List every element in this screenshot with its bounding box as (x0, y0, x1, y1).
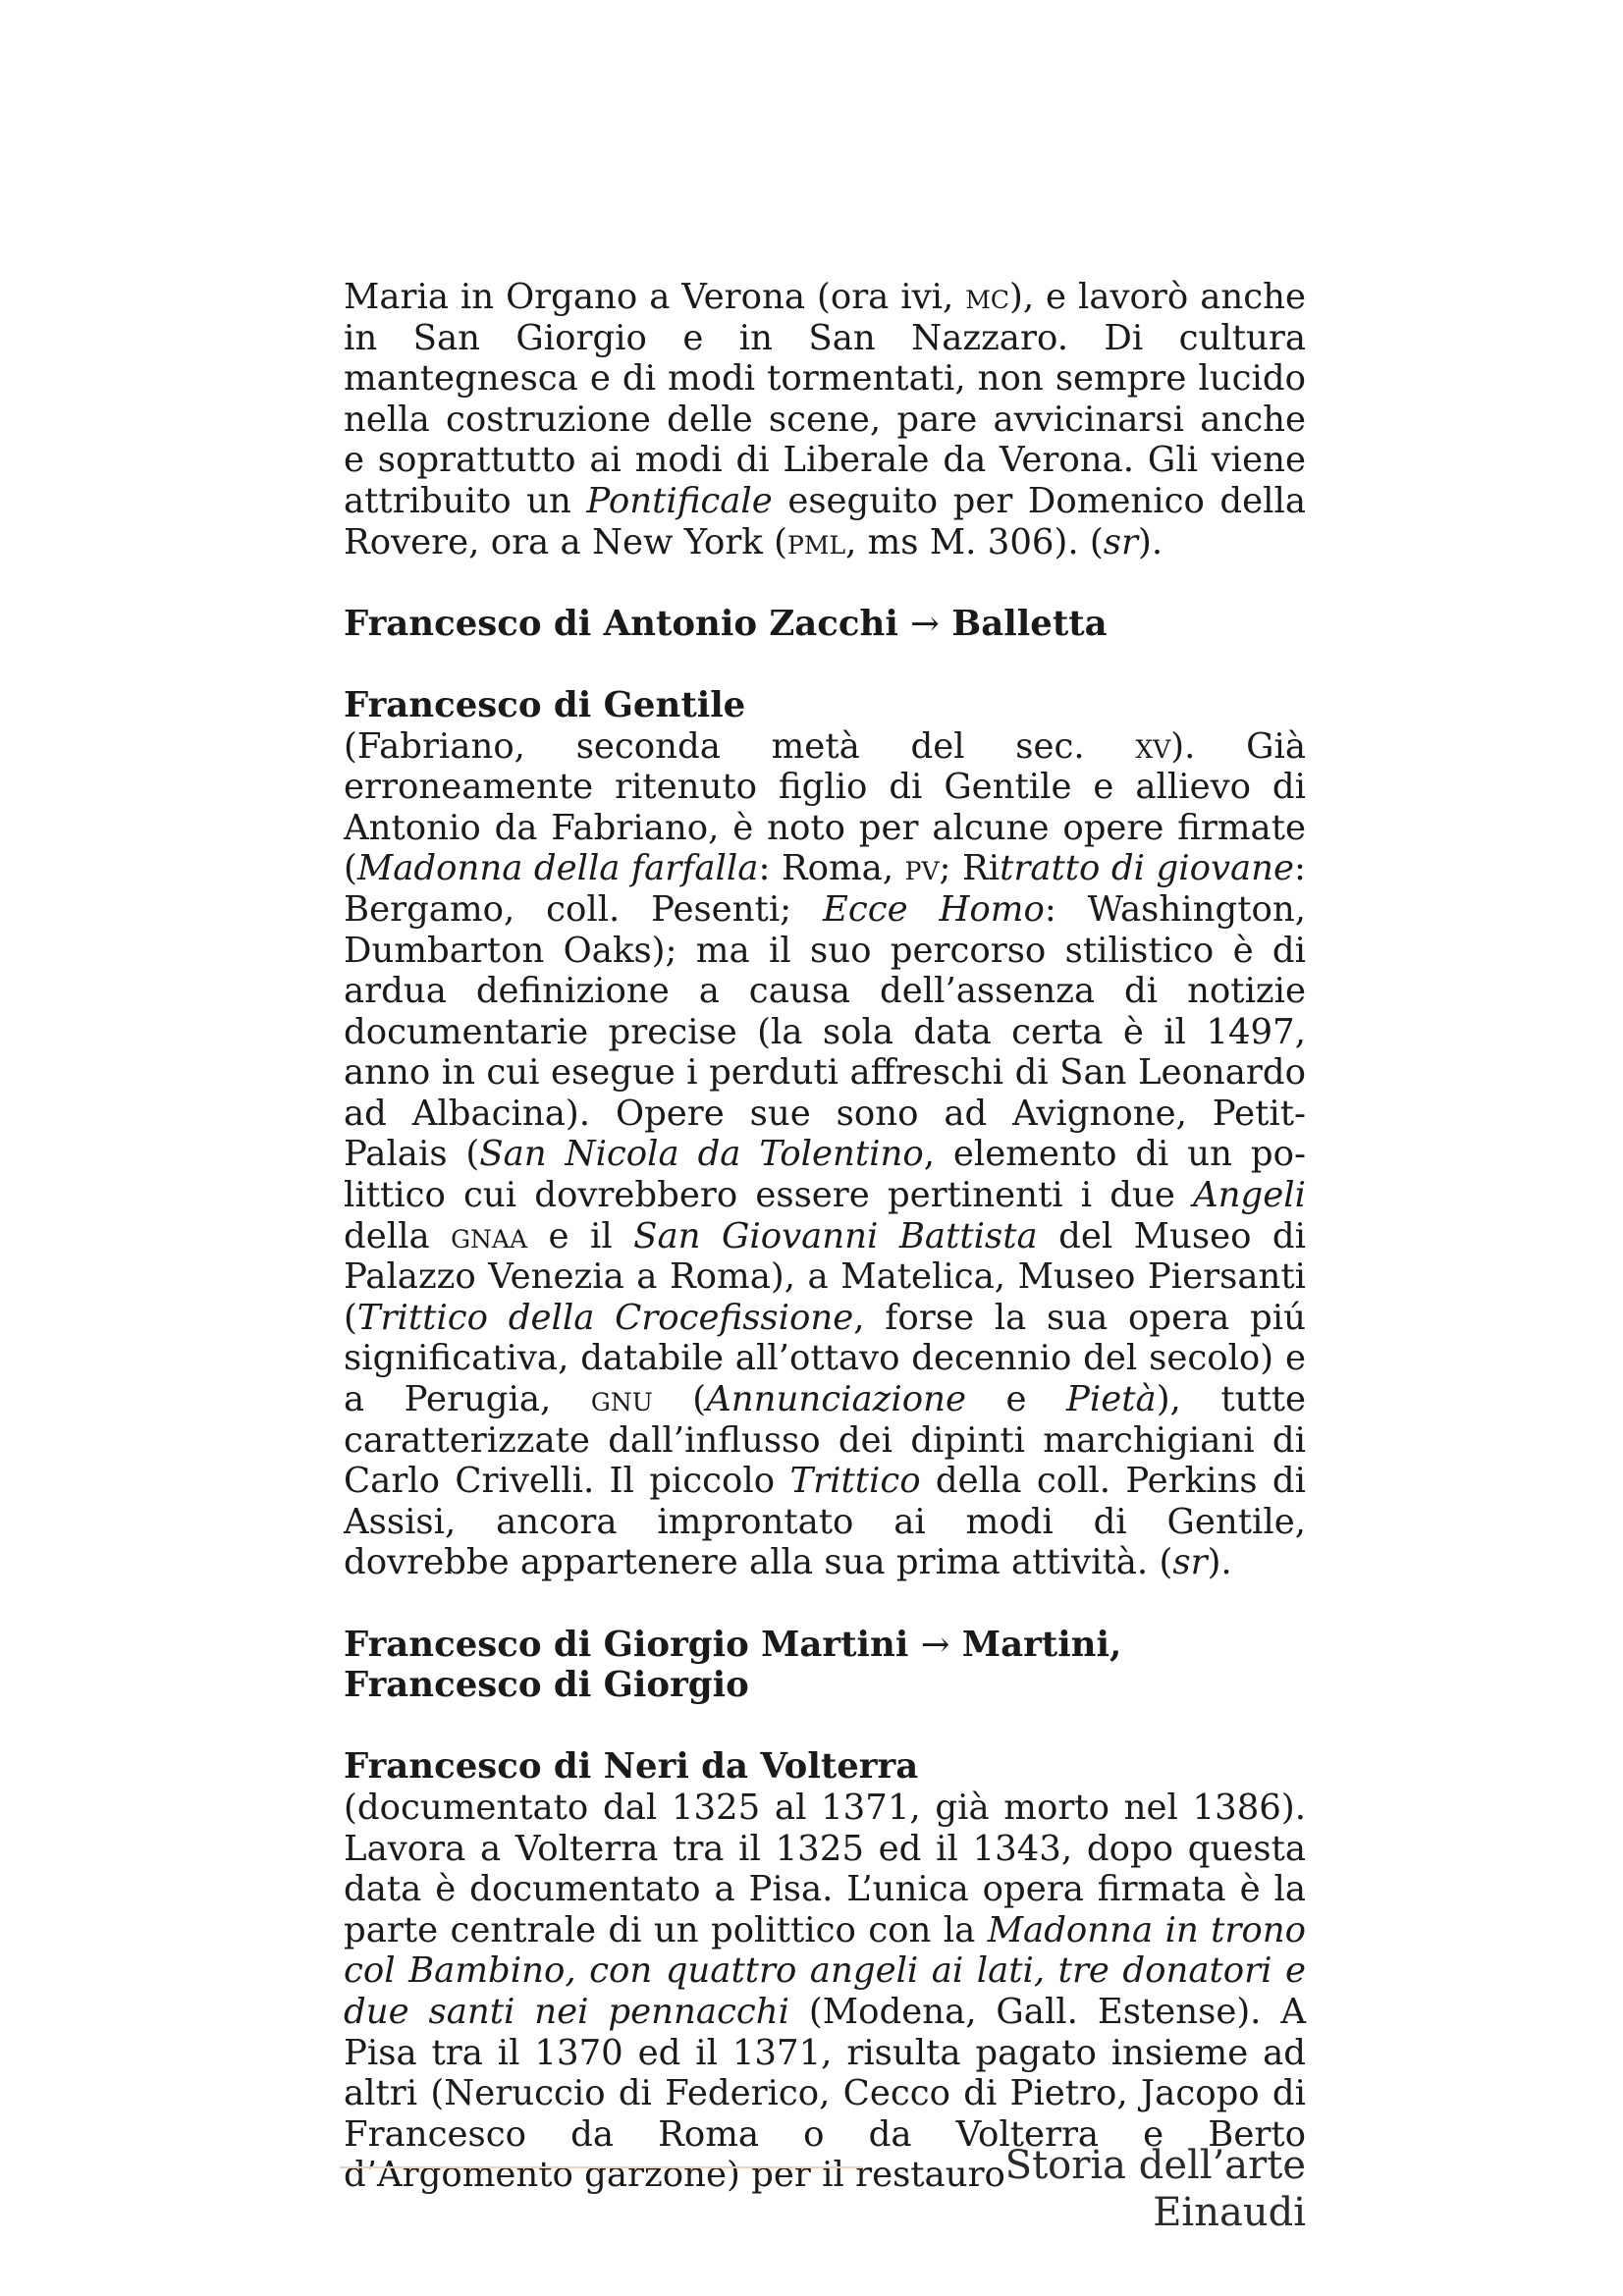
text-run: San Nicola da Tolentino (479, 1134, 924, 1175)
text-run: sr (1103, 521, 1138, 562)
text-run: , forse la sua opera piú significativa, databile all’ottavo decennio del secolo) e a Perugia, (344, 1297, 1306, 1420)
text-run: Trittico della Crocefissione (356, 1297, 854, 1338)
text-run: : Washington, Dumbarton Oaks); ma il suo percorso stilistico è di ardua definizione a causa dell’assenza di notizie documentarie precise (la sola data certa è il 1497, anno in cui esegue i perduti affreschi di San Leonardo ad Albacina). Opere sue sono ad Avignone, Petit-Palais ( (344, 888, 1306, 1175)
text-run: , ms M. 306). ( (845, 521, 1104, 562)
entry-spacer (344, 1706, 1306, 1747)
entry-heading (344, 604, 1306, 645)
text-run: della coll. Perkins di Assisi, ancora improntato ai modi di Gentile, dovrebbe appartenere alla sua prima attività. ( (344, 1461, 1306, 1583)
text-run: e (965, 1379, 1066, 1420)
text-run: ; Ri (939, 848, 1001, 889)
text-run: Balletta (939, 603, 1108, 644)
entry-heading (344, 1746, 1306, 1788)
entries-list (344, 277, 1306, 2196)
text-run: Madonna in trono col Bambino, con quattro angeli ai lati, tre donatori e due santi nei pennacchi (344, 1909, 1307, 2032)
footer-rule (340, 2166, 862, 2168)
text-run: , elemento di un polittico cui dovrebbero essere pertinenti i due (344, 1134, 1306, 1216)
text-run: Madonna della farfalla (356, 848, 759, 889)
text-run: Martini, Francesco di Giorgio (344, 1624, 1122, 1706)
text-run: Trittico (789, 1461, 921, 1502)
text-run: Francesco di Giorgio Martini (344, 1624, 921, 1665)
text-run: del Museo di Palazzo Venezia a Roma), a Matelica, Museo Piersanti ( (344, 1215, 1306, 1338)
text-run: ). Già erroneamente ritenuto figlio di Gentile e allievo di Antonio da Fabriano, è noto per alcune opere firmate ( (344, 725, 1306, 889)
text-run: ), e lavorò anche in San Giorgio e in San Nazzaro. Di cultura mantegnesca e di modi tormentati, non sempre lucido nella costruzione delle scene, pare avvicinarsi anche e soprattutto ai modi di Liberale da Verona. Gli viene attribuito un (344, 277, 1306, 521)
text-run: mc (965, 277, 1009, 317)
text-run: Francesco di Neri da Volterra (344, 1746, 919, 1788)
text-run: (Modena, Gall. Estense). A Pisa tra il 1370 ed il 1371, risulta pagato insieme ad altri (Neruccio di Federico, Cecco di Pietro, Jacopo di Francesco da Roma o da Volterra e Berto d’Argomento garzone) per il restauro (344, 1991, 1306, 2196)
text-run: Pontificale (586, 480, 773, 521)
text-run: : Roma, (758, 848, 905, 889)
text-run: (Fabriano, seconda metà del sec. (344, 725, 1136, 767)
entry-paragraph (344, 726, 1306, 1583)
entry-spacer (344, 1583, 1306, 1625)
text-run: pv (904, 848, 940, 889)
text-run: sr (1172, 1542, 1208, 1583)
text-run: → (910, 603, 940, 644)
entry-spacer (344, 644, 1306, 685)
text-run: Pietà (1066, 1379, 1157, 1420)
footer-title: Storia dell’arte Einaudi (1004, 2143, 1306, 2235)
text-run: della (344, 1215, 452, 1256)
text-run: gnaa (451, 1215, 528, 1256)
text-run: ). (1137, 521, 1163, 562)
entry-heading (344, 685, 1306, 726)
text-run: Angeli (1193, 1175, 1306, 1216)
text-run: Annunciazione (706, 1379, 966, 1420)
text-run: pml (787, 521, 846, 562)
entry-paragraph (344, 277, 1306, 562)
text-run: Maria in Organo a Verona (ora ivi, (344, 277, 966, 317)
text-run: Francesco di Antonio Zacchi (344, 603, 911, 644)
entry-heading (344, 1625, 1306, 1706)
entry-paragraph (344, 1788, 1306, 2196)
text-run: : Bergamo, coll. Pesenti; (344, 848, 1307, 930)
text-run: Francesco di Gentile (344, 684, 746, 725)
text-run: San Giovanni Battista (633, 1215, 1038, 1256)
page-body (344, 277, 1306, 2196)
text-run: tratto di giovane (1000, 848, 1295, 889)
text-run: ( (652, 1379, 707, 1420)
text-run: e il (527, 1215, 634, 1256)
entry-spacer (344, 562, 1306, 604)
text-run: Ecce Homo (822, 888, 1045, 930)
text-run: (documentato dal 1325 al 1371, già morto nel 1386). Lavora a Volterra tra il 1325 ed il 1343, dopo questa data è documentato a Pisa. L’unica opera firmata è la parte centrale di un polittico con la (344, 1787, 1306, 1950)
text-run: xv (1135, 725, 1171, 767)
text-run: ), tutte caratterizzate dall’influsso dei dipinti marchigiani di Carlo Crivelli. Il piccolo (344, 1379, 1307, 1502)
text-run: → (920, 1624, 950, 1665)
text-run: gnu (590, 1379, 653, 1420)
text-run: ). (1207, 1542, 1232, 1583)
text-run: eseguito per Domenico della Rovere, ora a New York ( (344, 480, 1306, 562)
